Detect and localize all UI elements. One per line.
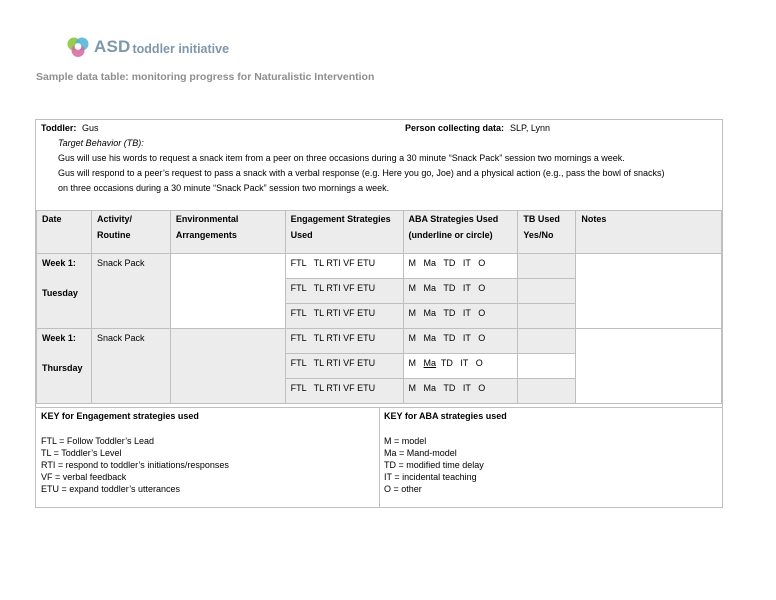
- tb-cell[interactable]: [518, 279, 576, 304]
- list-item: TL = Toddler’s Level: [41, 448, 122, 458]
- brand-logo: [66, 35, 229, 59]
- tb-cell[interactable]: [518, 329, 576, 354]
- engagement-key: [36, 408, 380, 508]
- environment-cell[interactable]: [170, 329, 285, 404]
- list-item: M = model: [384, 436, 427, 446]
- column-header-tb: TB Used Yes/No: [518, 211, 576, 254]
- engagement-cell[interactable]: FTL TL RTI VF ETU: [285, 279, 403, 304]
- column-header-engagement: Engagement Strategies Used: [285, 211, 403, 254]
- list-item: FTL = Follow Toddler’s Lead: [41, 436, 154, 446]
- page-subtitle: Sample data table: monitoring progress for Naturalistic Intervention: [36, 71, 375, 83]
- aba-key-list: [384, 435, 484, 495]
- aba-cell[interactable]: M Ma TD IT O: [403, 279, 518, 304]
- engagement-cell[interactable]: FTL TL RTI VF ETU: [285, 304, 403, 329]
- engagement-cell[interactable]: FTL TL RTI VF ETU: [285, 379, 403, 404]
- engagement-key-list: [41, 435, 229, 495]
- table-row: [37, 329, 722, 354]
- progress-table: [36, 210, 722, 404]
- target-line: Gus will use his words to request a snack item from a peer on three occasions during a 30 minute “Snack Pack” session two mornings a week.: [58, 153, 625, 163]
- column-header-activity: Activity/ Routine: [91, 211, 170, 254]
- list-item: TD = modified time delay: [384, 460, 484, 470]
- toddler-label: Toddler:: [41, 123, 77, 133]
- key-section: [36, 407, 722, 508]
- list-item: O = other: [384, 484, 422, 494]
- list-item: Ma = Mand-model: [384, 448, 457, 458]
- tb-cell[interactable]: [518, 254, 576, 279]
- environment-cell[interactable]: [170, 254, 285, 329]
- sheet-header: [36, 120, 722, 210]
- aba-cell[interactable]: M Ma TD IT O: [403, 329, 518, 354]
- list-item: RTI = respond to toddler’s initiations/responses: [41, 460, 229, 470]
- toddler-value: Gus: [82, 123, 99, 133]
- brand-name-bold: ASD: [94, 37, 131, 56]
- engagement-cell[interactable]: FTL TL RTI VF ETU: [285, 254, 403, 279]
- tb-cell[interactable]: [518, 304, 576, 329]
- aba-cell[interactable]: M Ma TD IT O: [403, 354, 518, 379]
- target-behavior-label: Target Behavior (TB):: [58, 138, 144, 148]
- aba-key: [379, 408, 722, 508]
- notes-cell[interactable]: [576, 254, 722, 329]
- activity-cell: Snack Pack: [91, 329, 170, 404]
- aba-cell[interactable]: M Ma TD IT O: [403, 304, 518, 329]
- data-sheet: [35, 119, 723, 508]
- list-item: ETU = expand toddler’s utterances: [41, 484, 180, 494]
- tb-cell[interactable]: [518, 379, 576, 404]
- list-item: IT = incidental teaching: [384, 472, 477, 482]
- engagement-cell[interactable]: FTL TL RTI VF ETU: [285, 329, 403, 354]
- column-header-date: Date: [37, 211, 92, 254]
- activity-cell: Snack Pack: [91, 254, 170, 329]
- aba-cell[interactable]: M Ma TD IT O: [403, 379, 518, 404]
- table-row: [37, 254, 722, 279]
- date-cell: Week 1: Tuesday: [37, 254, 92, 329]
- column-header-aba: ABA Strategies Used (underline or circle): [403, 211, 518, 254]
- column-header-environment: Environmental Arrangements: [170, 211, 285, 254]
- three-circle-logo-icon: [66, 35, 90, 59]
- engagement-cell[interactable]: FTL TL RTI VF ETU: [285, 354, 403, 379]
- engagement-key-title: KEY for Engagement strategies used: [41, 411, 199, 421]
- date-cell: Week 1: Thursday: [37, 329, 92, 404]
- collector-value: SLP, Lynn: [510, 123, 551, 133]
- notes-cell[interactable]: [576, 329, 722, 404]
- tb-cell[interactable]: [518, 354, 576, 379]
- column-header-notes: Notes: [576, 211, 722, 254]
- collector-label: Person collecting data:: [405, 123, 505, 133]
- aba-cell[interactable]: M Ma TD IT O: [403, 254, 518, 279]
- aba-key-title: KEY for ABA strategies used: [384, 411, 507, 421]
- list-item: VF = verbal feedback: [41, 472, 127, 482]
- underlined-strategy: Ma: [423, 358, 437, 368]
- brand-name-rest: toddler initiative: [132, 41, 230, 56]
- table-header-row: [37, 211, 722, 254]
- target-line: on three occasions during a 30 minute “Snack Pack” session two mornings a week.: [58, 183, 390, 193]
- target-line: Gus will respond to a peer’s request to pass a snack with a verbal response (e.g. Here you go, Joe) and a physical action (e.g., pass the bowl of snacks): [58, 168, 665, 178]
